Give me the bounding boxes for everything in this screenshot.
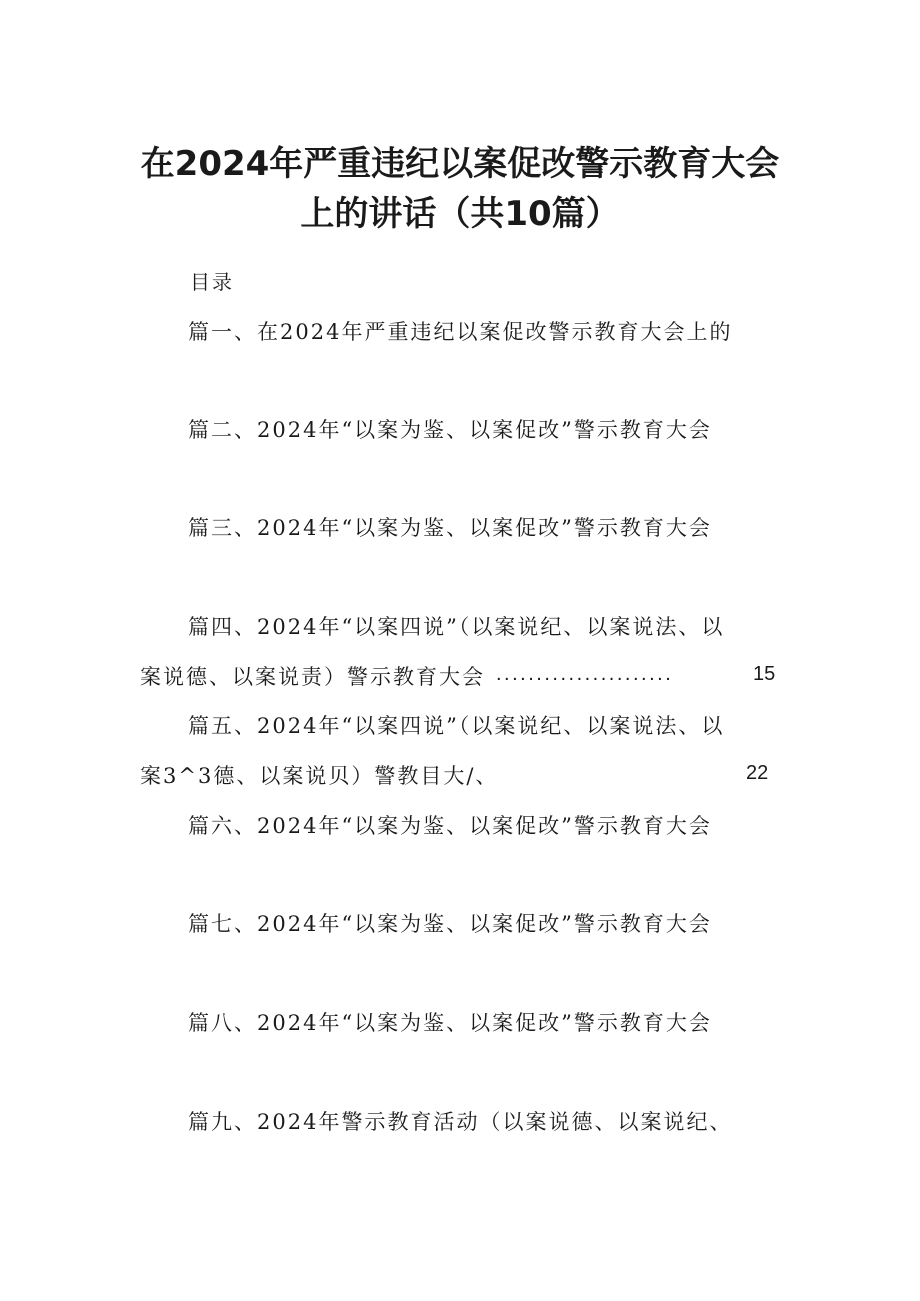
toc-entry-8[interactable]: 篇八、2024年“以案为鉴、以案促改”警示教育大会 bbox=[188, 1011, 712, 1035]
toc-entry-5-continuation[interactable]: 案3^3德、以案说贝）警教目大/、 bbox=[140, 764, 499, 788]
toc-entry-9[interactable]: 篇九、2024年警示教育活动（以案说德、以案说纪、 bbox=[188, 1110, 733, 1134]
toc-entry-4-leader: ...................... bbox=[496, 663, 674, 685]
toc-entry-6[interactable]: 篇六、2024年“以案为鉴、以案促改”警示教育大会 bbox=[188, 814, 712, 838]
toc-entry-3[interactable]: 篇三、2024年“以案为鉴、以案促改”警示教育大会 bbox=[188, 516, 712, 540]
toc-entry-5-page: 22 bbox=[746, 762, 769, 784]
toc-entry-4[interactable]: 篇四、2024年“以案四说”（以案说纪、以案说法、以 bbox=[188, 615, 725, 639]
toc-entry-7[interactable]: 篇七、2024年“以案为鉴、以案促改”警示教育大会 bbox=[188, 912, 712, 936]
toc-entry-4-continuation[interactable]: 案说德、以案说责）警示教育大会 bbox=[140, 665, 485, 689]
toc-entry-5[interactable]: 篇五、2024年“以案四说”（以案说纪、以案说法、以 bbox=[188, 714, 725, 738]
document-title-line-2: 上的讲话（共10篇） bbox=[300, 194, 620, 234]
toc-entry-1[interactable]: 篇一、在2024年严重违纪以案促改警示教育大会上的 bbox=[188, 320, 733, 344]
toc-heading: 目录 bbox=[190, 270, 234, 294]
toc-entry-4-page: 15 bbox=[753, 663, 776, 685]
document-title-line-1: 在2024年严重违纪以案促改警示教育大会 bbox=[140, 144, 780, 184]
toc-entry-2[interactable]: 篇二、2024年“以案为鉴、以案促改”警示教育大会 bbox=[188, 418, 712, 442]
